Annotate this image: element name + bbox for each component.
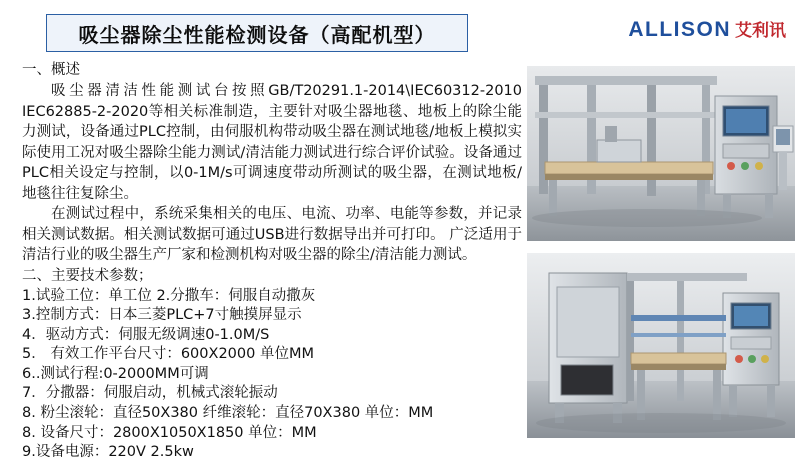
list-item: 6..测试行程:0-2000MM可调 <box>22 365 209 382</box>
list-item: 9.设备电源：220V 2.5kw <box>22 444 194 461</box>
section-1-paragraph-2: 在测试过程中，系统采集相关的电压、电流、功率、电能等参数，并记录相关测试数据。相关测试数据可通过USB进行数据导出并可打印。 广泛适用于清洁行业的吸尘器生产厂家和检测机构对吸尘器的除尘/清洁能力测试。 <box>22 206 522 263</box>
list-item: 5． 有效工作平台尺寸：600X2000 单位MM <box>22 346 314 363</box>
page-title: 吸尘器除尘性能检测设备（高配机型） <box>78 22 436 47</box>
page-title-box <box>46 14 468 52</box>
vacuum-test-rig-angle-view <box>527 253 795 438</box>
content-column <box>22 60 522 463</box>
section-2-heading: 二、主要技术参数； <box>22 267 153 284</box>
section-1-heading: 一、概述 <box>22 62 80 78</box>
section-1-paragraph-1: 吸尘器清洁性能测试台按照GB/T20291.1-2014\IEC60312-2010 IEC62885-2-2020等相关标准制造，主要针对吸尘器地毯、地板上的除尘能力测试，设备通过PLC控制，由伺服机构带动吸尘器在测试地毯/地板上模拟实际使用工况对吸尘器除尘能力测试/清洁能力测试进行综合评价试验。设备通过PLC相关设定与控制，以0-1M/s可调速度带动所测试的吸尘器，在测试地板/地毯往往复除尘。 <box>22 83 522 202</box>
list-item: 3.控制方式：日本三菱PLC+7寸触摸屏显示 <box>22 307 302 324</box>
brand-name-cn: 艾利讯 <box>735 21 786 41</box>
list-item: 4．驱动方式：伺服无级调速0-1.0M/S <box>22 326 270 343</box>
list-item: 8. 粉尘滚轮：直径50X380 纤维滚轮：直径70X380 单位：MM <box>22 405 434 422</box>
spec-list <box>22 287 522 463</box>
brand-logo <box>628 16 786 42</box>
vacuum-test-rig-front-view <box>527 66 795 241</box>
brand-name-en: ALLISON <box>628 18 731 41</box>
list-item: 7．分撒器：伺服启动，机械式滚轮振动 <box>22 385 278 402</box>
list-item: 8. 设备尺寸：2800X1050X1850 单位：MM <box>22 424 317 441</box>
list-item: 1.试验工位：单工位 2.分撒车：伺服自动撒灰 <box>22 287 316 304</box>
